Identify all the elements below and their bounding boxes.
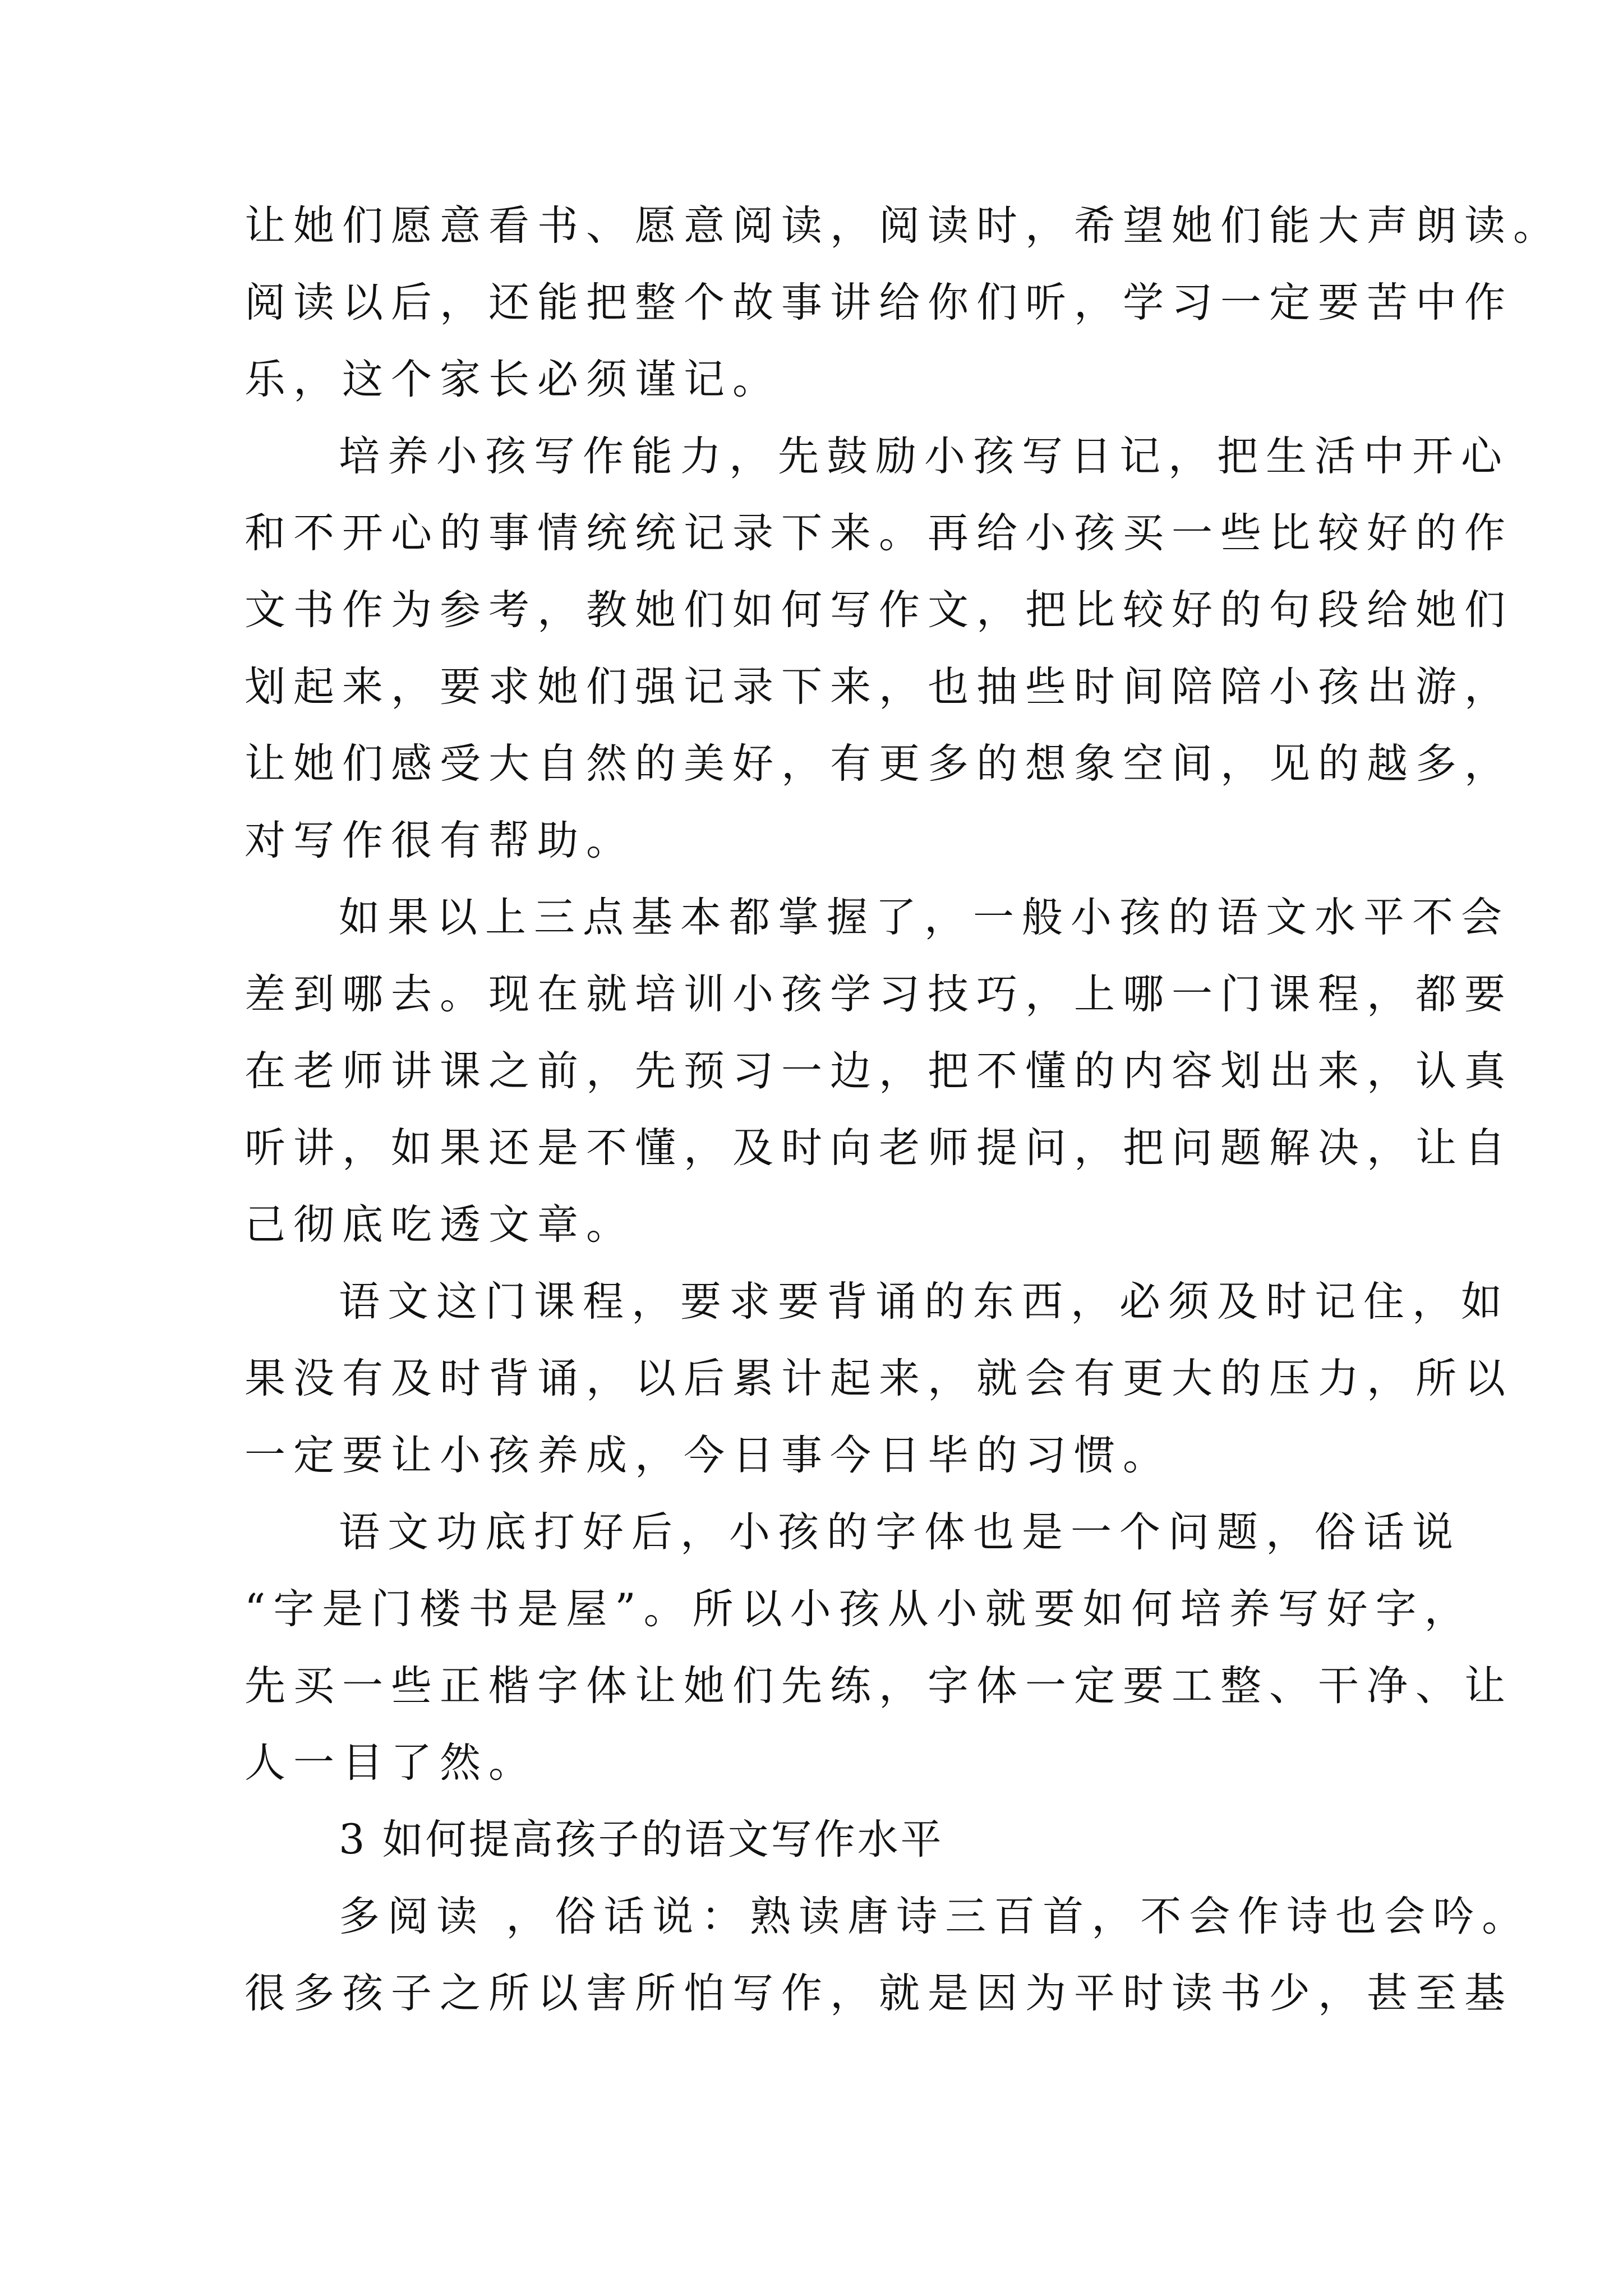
- paragraph-start-line: 培养小孩写作能力，先鼓励小孩写日记，把生活中开心: [339, 432, 1510, 480]
- text-line: 差到哪去。现在就培训小孩学习技巧，上哪一门课程，都要: [245, 970, 1513, 1018]
- text-line: 人一目了然。: [245, 1739, 537, 1787]
- text-line: 先买一些正楷字体让她们先练，字体一定要工整、干净、让: [245, 1662, 1513, 1710]
- paragraph-start-line: 如果以上三点基本都掌握了，一般小孩的语文水平不会: [339, 894, 1510, 941]
- section-heading: 3 如何提高孩子的语文写作水平: [339, 1816, 944, 1864]
- text-line: “字是门楼书是屋”。所以小孩从小就要如何培养写好字，: [245, 1585, 1473, 1633]
- paragraph-start-line: 语文功底打好后，小孩的字体也是一个问题，俗话说: [339, 1508, 1461, 1556]
- text-line: 文书作为参考，教她们如何写作文，把比较好的句段给她们: [245, 586, 1513, 634]
- text-line: 阅读以后，还能把整个故事讲给你们听，学习一定要苦中作: [245, 279, 1513, 326]
- text-line: 听讲，如果还是不懂，及时向老师提问，把问题解决，让自: [245, 1124, 1513, 1172]
- text-line: 乐，这个家长必须谨记。: [245, 356, 781, 403]
- paragraph-start-line: 多阅读 ，俗话说：熟读唐诗三百首，不会作诗也会吟。: [339, 1893, 1531, 1940]
- text-line: 在老师讲课之前，先预习一边，把不懂的内容划出来，认真: [245, 1047, 1513, 1095]
- text-line: 一定要让小孩养成，今日事今日毕的习惯。: [245, 1432, 1172, 1479]
- text-line: 划起来，要求她们强记录下来，也抽些时间陪陪小孩出游，: [245, 663, 1513, 711]
- text-line: 和不开心的事情统统记录下来。再给小孩买一些比较好的作: [245, 509, 1513, 557]
- body-text: [245, 187, 1562, 2032]
- text-line: 果没有及时背诵，以后累计起来，就会有更大的压力，所以: [245, 1355, 1513, 1402]
- paragraph-start-line: 语文这门课程，要求要背诵的东西，必须及时记住，如: [339, 1278, 1510, 1326]
- text-line: 让她们愿意看书、愿意阅读，阅读时，希望她们能大声朗读。: [245, 202, 1562, 250]
- text-line: 对写作很有帮助。: [245, 817, 635, 864]
- text-line: 让她们感受大自然的美好，有更多的想象空间，见的越多，: [245, 740, 1513, 788]
- text-line: 己彻底吃透文章。: [245, 1201, 635, 1249]
- text-line: 很多孩子之所以害所怕写作，就是因为平时读书少，甚至基: [245, 1970, 1513, 2017]
